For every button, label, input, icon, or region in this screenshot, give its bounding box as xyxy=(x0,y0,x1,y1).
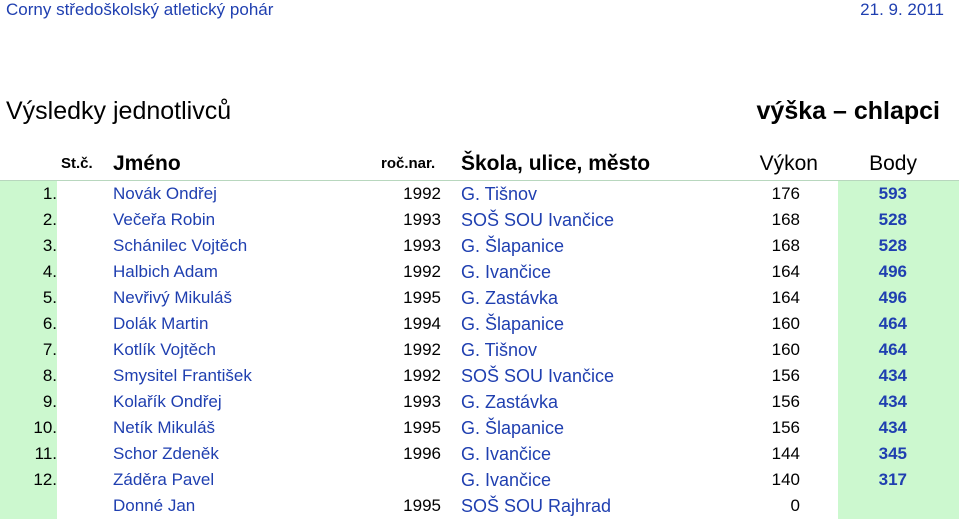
column-header-name: Jméno xyxy=(113,152,181,175)
rank-cell xyxy=(0,493,57,519)
points-value: 434 xyxy=(878,366,907,385)
athlete-name: Záděra Pavel xyxy=(113,470,215,489)
athlete-name: Kotlík Vojtěch xyxy=(113,340,217,359)
rank-cell: 10. xyxy=(0,415,57,441)
athlete-name: Netík Mikuláš xyxy=(113,418,216,437)
athlete-name: Nevřivý Mikuláš xyxy=(113,288,233,307)
school-name: SOŠ SOU Ivančice xyxy=(461,366,615,386)
athlete-name: Donné Jan xyxy=(113,496,196,515)
performance-value: 176 xyxy=(771,184,800,203)
column-header-points: Body xyxy=(869,152,917,175)
points-value: 528 xyxy=(878,236,907,255)
column-header-rank: St.č. xyxy=(61,155,93,172)
birth-year: 1995 xyxy=(403,496,441,515)
points-cell xyxy=(838,181,959,207)
birth-year: 1995 xyxy=(403,288,441,307)
school-name: G. Ivančice xyxy=(461,470,552,490)
points-cell xyxy=(838,233,959,259)
points-value: 345 xyxy=(878,444,907,463)
performance-value: 140 xyxy=(771,470,800,489)
school-name: G. Ivančice xyxy=(461,262,552,282)
column-header-birth-year: roč.nar. xyxy=(381,155,436,172)
points-value: 434 xyxy=(878,392,907,411)
points-cell xyxy=(838,259,959,285)
column-header-performance: Výkon xyxy=(759,152,818,175)
discipline-title: výška – chlapci xyxy=(756,97,940,125)
school-name: G. Zastávka xyxy=(461,392,559,412)
performance-value: 156 xyxy=(771,418,800,437)
table-row xyxy=(0,337,959,363)
school-name: G. Tišnov xyxy=(461,340,538,360)
birth-year: 1993 xyxy=(403,236,441,255)
performance-value: 168 xyxy=(771,236,800,255)
column-header-school: Škola, ulice, město xyxy=(461,152,651,175)
header-bar xyxy=(0,0,959,22)
rank-cell: 6. xyxy=(0,311,57,337)
points-cell xyxy=(838,207,959,233)
athlete-name: Večeřa Robin xyxy=(113,210,216,229)
points-value: 464 xyxy=(878,314,907,333)
rank-cell: 11. xyxy=(0,441,57,467)
performance-value: 144 xyxy=(771,444,800,463)
school-name: G. Zastávka xyxy=(461,288,559,308)
points-cell xyxy=(838,415,959,441)
athlete-name: Smysitel František xyxy=(113,366,252,385)
athlete-name: Halbich Adam xyxy=(113,262,218,281)
event-date: 21. 9. 2011 xyxy=(860,0,944,19)
performance-value: 160 xyxy=(771,314,800,333)
school-name: G. Ivančice xyxy=(461,444,552,464)
event-name: Corny středoškolský atletický pohár xyxy=(6,0,274,19)
school-name: SOŠ SOU Ivančice xyxy=(461,210,615,230)
performance-value: 160 xyxy=(771,340,800,359)
points-value: 593 xyxy=(878,184,907,203)
birth-year: 1993 xyxy=(403,392,441,411)
table-row xyxy=(0,285,959,311)
performance-value: 156 xyxy=(771,366,800,385)
athlete-name: Kolařík Ondřej xyxy=(113,392,222,411)
birth-year: 1993 xyxy=(403,210,441,229)
school-name: G. Tišnov xyxy=(461,184,538,204)
points-value: 317 xyxy=(878,470,907,489)
points-cell xyxy=(838,363,959,389)
athlete-name: Dolák Martin xyxy=(113,314,209,333)
table-row xyxy=(0,441,959,467)
table-row xyxy=(0,311,959,337)
rank-cell: 5. xyxy=(0,285,57,311)
performance-value: 156 xyxy=(771,392,800,411)
athlete-name: Schánilec Vojtěch xyxy=(113,236,248,255)
points-cell xyxy=(838,311,959,337)
birth-year: 1992 xyxy=(403,340,441,359)
school-name: G. Šlapanice xyxy=(461,418,565,438)
points-value: 434 xyxy=(878,418,907,437)
birth-year: 1994 xyxy=(403,314,441,333)
table-row xyxy=(0,363,959,389)
table-row xyxy=(0,389,959,415)
athlete-name: Schor Zdeněk xyxy=(113,444,219,463)
athlete-name: Novák Ondřej xyxy=(113,184,217,203)
table-row xyxy=(0,493,959,519)
table-row xyxy=(0,259,959,285)
birth-year: 1992 xyxy=(403,184,441,203)
page-title: Výsledky jednotlivců xyxy=(6,97,232,125)
table-row xyxy=(0,467,959,493)
birth-year: 1992 xyxy=(403,262,441,281)
rank-cell: 3. xyxy=(0,233,57,259)
points-cell xyxy=(838,285,959,311)
rank-cell: 8. xyxy=(0,363,57,389)
table-row xyxy=(0,207,959,233)
performance-value: 164 xyxy=(771,262,800,281)
performance-value: 164 xyxy=(771,288,800,307)
birth-year: 1995 xyxy=(403,418,441,437)
table-row xyxy=(0,415,959,441)
points-cell xyxy=(838,337,959,363)
school-name: G. Šlapanice xyxy=(461,236,565,256)
rank-cell: 9. xyxy=(0,389,57,415)
points-cell xyxy=(838,441,959,467)
points-value: 496 xyxy=(878,288,907,307)
performance-value: 0 xyxy=(790,496,800,515)
rank-cell: 2. xyxy=(0,207,57,233)
table-row xyxy=(0,181,959,207)
school-name: G. Šlapanice xyxy=(461,314,565,334)
rank-cell: 4. xyxy=(0,259,57,285)
birth-year: 1996 xyxy=(403,444,441,463)
points-cell xyxy=(838,467,959,493)
points-value: 464 xyxy=(878,340,907,359)
birth-year: 1992 xyxy=(403,366,441,385)
points-cell xyxy=(838,389,959,415)
points-cell xyxy=(838,493,959,519)
rank-cell: 12. xyxy=(0,467,57,493)
points-value: 528 xyxy=(878,210,907,229)
birth-year xyxy=(381,467,441,493)
points-value: 496 xyxy=(878,262,907,281)
rank-cell: 7. xyxy=(0,337,57,363)
rank-cell: 1. xyxy=(0,181,57,207)
performance-value: 168 xyxy=(771,210,800,229)
school-name: SOŠ SOU Rajhrad xyxy=(461,496,612,516)
table-row xyxy=(0,233,959,259)
